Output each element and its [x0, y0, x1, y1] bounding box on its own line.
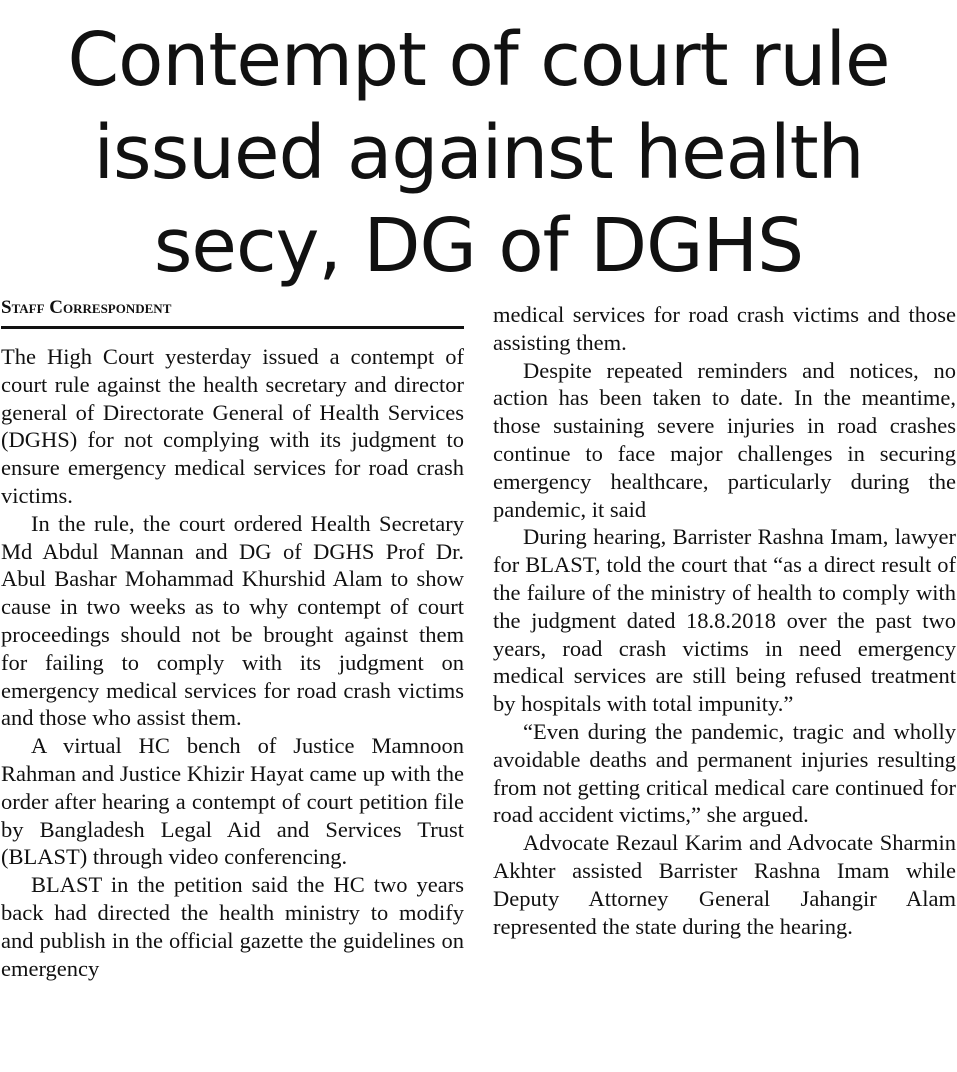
headline — [0, 14, 957, 293]
paragraph: During hearing, Barrister Rashna Imam, lawyer for BLAST, told the court that “as a direct result of the failure of the ministry of health to comply with the judgment dated 18.8.2018 over the past two years, road crash victims in need emergency medical services are still being refused treatment by hospitals with total impunity.” — [493, 524, 956, 717]
paragraph: “Even during the pandemic, tragic and wholly avoidable deaths and permanent injuries resulting from not getting critical medical care continued for road accident victims,” she argued. — [493, 718, 956, 828]
paragraph: The High Court yesterday issued a contempt of court rule against the health secretary and director general of Directorate General of Health Services (DGHS) for not complying with its judgment to ensure emergency medical services for road crash victims. — [1, 344, 464, 508]
article-column-left — [1, 343, 464, 982]
headline-line-3: secy, DG of DGHS — [153, 203, 804, 289]
paragraph: medical services for road crash victims and those assisting them. — [493, 302, 956, 355]
paragraph: A virtual HC bench of Justice Mamnoon Rahman and Justice Khizir Hayat came up with the order after hearing a contempt of court petition file by Bangladesh Legal Aid and Services Trust (BLAST) through video conferencing. — [1, 733, 464, 870]
byline: Staff Correspondent — [1, 296, 464, 329]
article-column-right — [493, 301, 956, 940]
headline-line-2: issued against health — [93, 110, 864, 196]
paragraph: In the rule, the court ordered Health Secretary Md Abdul Mannan and DG of DGHS Prof Dr. Abul Bashar Mohammad Khurshid Alam to show cause in two weeks as to why contempt of court proceedings should not be brought against them for failing to comply with its judgment on emergency medical services for road crash victims and those who assist them. — [1, 510, 464, 731]
headline-line-1: Contempt of court rule — [67, 17, 890, 103]
paragraph: Despite repeated reminders and notices, no action has been taken to date. In the meantime, those sustaining severe injuries in road crashes continue to face major challenges in securing emergency healthcare, particularly during the pandemic, it said — [493, 357, 956, 522]
paragraph: BLAST in the petition said the HC two years back had directed the health ministry to modify and publish in the official gazette the guidelines on emergency — [1, 872, 464, 981]
paragraph: Advocate Rezaul Karim and Advocate Sharmin Akhter assisted Barrister Rashna Imam while Deputy Attorney General Jahangir Alam represented the state during the hearing. — [493, 830, 956, 939]
